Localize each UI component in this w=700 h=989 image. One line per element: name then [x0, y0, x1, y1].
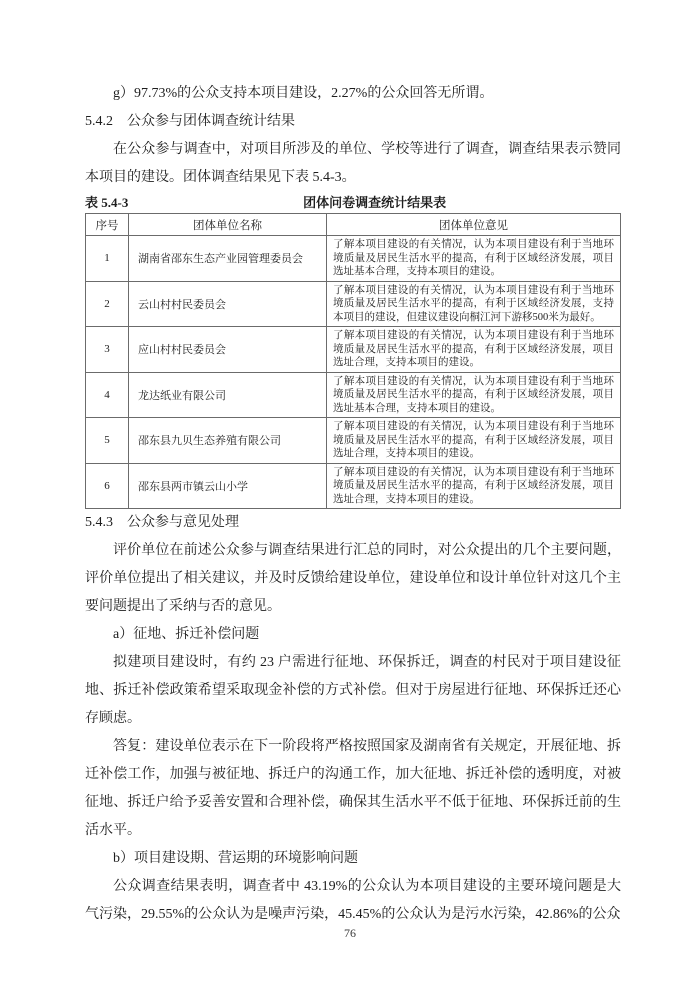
cell-no: 4: [86, 372, 129, 418]
table-row: [86, 463, 621, 509]
cell-no: 3: [86, 327, 129, 373]
cell-opinion: 了解本项目建设的有关情况，认为本项目建设有利于当地环境质量及居民生活水平的提高，有利于区域经济发展，项目选址合理，支持本项目的建设。: [327, 418, 621, 464]
table-row: [86, 418, 621, 464]
paragraph-5-4-3: 评价单位在前述公众参与调查结果进行汇总的同时，对公众提出的几个主要问题，评价单位提出了相关建议，并及时反馈给建设单位，建设单位和设计单位针对这几个主要问题提出了采纳与否的意见。: [85, 543, 621, 614]
table-row: [86, 281, 621, 327]
item-a-reply-paragraph: 答复：建设单位表示在下一阶段将严格按照国家及湖南省有关规定，开展征地、拆迁补偿工作，加强与被征地、拆迁户的沟通工作，加大征地、拆迁补偿的透明度，对被征地、拆迁户给予妥善安置和合理补偿，确保其生活水平不低于征地、环保拆迁前的生活水平。: [85, 739, 621, 838]
cell-name: 龙达纸业有限公司: [129, 372, 327, 418]
cell-name: 邵东县两市镇云山小学: [129, 463, 327, 509]
header-name: 团体单位名称: [129, 214, 327, 236]
paragraph-item-g: g）97.73%的公众支持本项目建设，2.27%的公众回答无所谓。: [113, 86, 494, 101]
cell-no: 1: [86, 236, 129, 282]
cell-opinion: 了解本项目建设的有关情况，认为本项目建设有利于当地环境质量及居民生活水平的提高，有利于区域经济发展，项目选址合理，支持本项目的建设。: [327, 327, 621, 373]
cell-no: 6: [86, 463, 129, 509]
cell-name: 湖南省邵东生态产业园管理委员会: [129, 236, 327, 282]
section-heading-5-4-3: 5.4.3 公众参与意见处理: [85, 515, 239, 530]
cell-no: 5: [86, 418, 129, 464]
cell-name: 邵东县九贝生态养殖有限公司: [129, 418, 327, 464]
header-opinion: 团体单位意见: [327, 214, 621, 236]
item-a-heading: a）征地、拆迁补偿问题: [113, 627, 260, 642]
page-number: 76: [344, 926, 356, 940]
table-title: 团体问卷调查统计结果表: [303, 195, 447, 210]
cell-name: 应山村村民委员会: [129, 327, 327, 373]
group-table-body: [86, 236, 621, 509]
header-no: 序号: [86, 214, 129, 236]
cell-name: 云山村村民委员会: [129, 281, 327, 327]
table-header-row: [86, 214, 621, 236]
table-label: 表 5.4-3: [85, 195, 129, 210]
section-heading-5-4-2: 5.4.2 公众参与团体调查统计结果: [85, 114, 295, 129]
cell-no: 2: [86, 281, 129, 327]
table-row: [86, 236, 621, 282]
page-content: [85, 80, 621, 929]
item-b-paragraph: 公众调查结果表明，调查者中 43.19%的公众认为本项目建设的主要环境问题是大气污染，29.55%的公众认为是噪声污染，45.45%的公众认为是污水污染，42.86%的公众: [85, 879, 621, 922]
table-caption: [85, 192, 621, 213]
paragraph-5-4-2: 在公众参与调查中，对项目所涉及的单位、学校等进行了调查，调查结果表示赞同本项目的建设。团体调查结果见下表 5.4-3。: [85, 142, 621, 185]
table-row: [86, 372, 621, 418]
table-row: [86, 327, 621, 373]
cell-opinion: 了解本项目建设的有关情况，认为本项目建设有利于当地环境质量及居民生活水平的提高，有利于区域经济发展，支持本项目的建设，但建议建设向桐江河下游移500米为最好。: [327, 281, 621, 327]
cell-opinion: 了解本项目建设的有关情况，认为本项目建设有利于当地环境质量及居民生活水平的提高，有利于区域经济发展，项目选址基本合理，支持本项目的建设。: [327, 236, 621, 282]
cell-opinion: 了解本项目建设的有关情况，认为本项目建设有利于当地环境质量及居民生活水平的提高，有利于区域经济发展，项目选址基本合理，支持本项目的建设。: [327, 372, 621, 418]
cell-opinion: 了解本项目建设的有关情况，认为本项目建设有利于当地环境质量及居民生活水平的提高，有利于区域经济发展，项目选址合理，支持本项目的建设。: [327, 463, 621, 509]
group-survey-table: [85, 213, 621, 509]
item-a-paragraph: 拟建项目建设时，有约 23 户需进行征地、环保拆迁，调查的村民对于项目建设征地、拆迁补偿政策希望采取现金补偿的方式补偿。但对于房屋进行征地、环保拆迁还心存顾虑。: [85, 655, 621, 726]
item-b-heading: b）项目建设期、营运期的环境影响问题: [113, 851, 358, 866]
